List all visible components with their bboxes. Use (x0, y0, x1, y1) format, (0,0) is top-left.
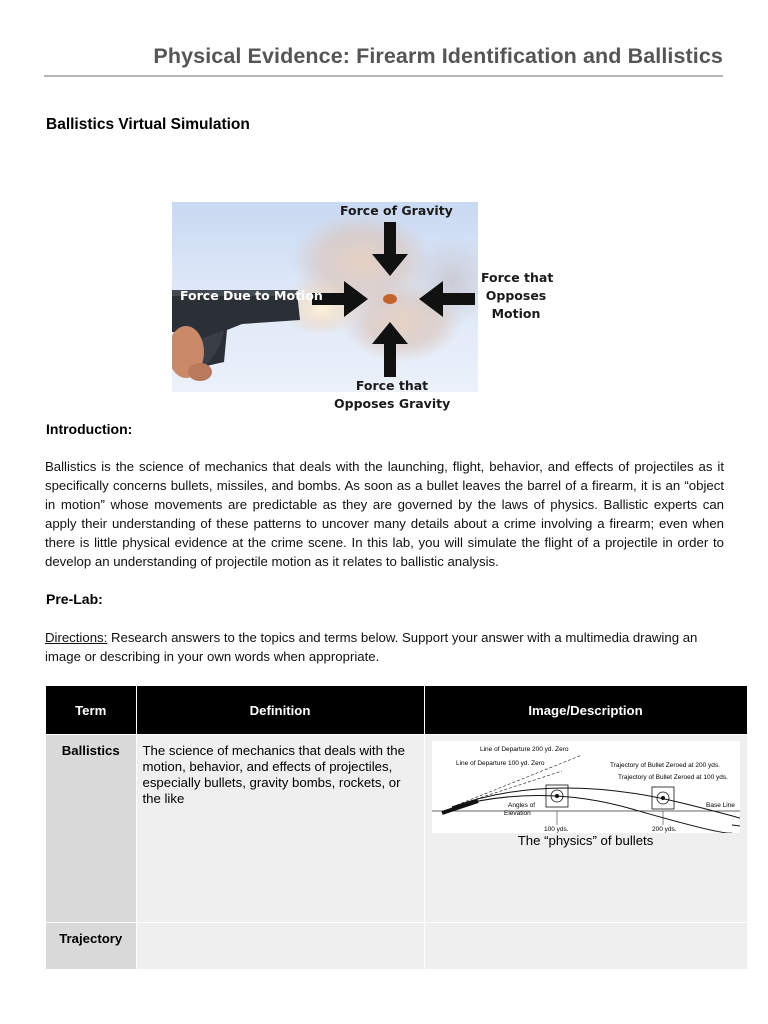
diagram-trajectory-200: Trajectory of Bullet Zeroed at 200 yds. (609, 762, 720, 769)
prelab-heading: Pre-Lab: (46, 591, 103, 607)
force-opposes-motion-label (481, 269, 554, 323)
image-caption: The “physics” of bullets (517, 833, 654, 848)
diagram-tick-100: 100 yds. (543, 826, 569, 833)
directions-text: Research answers to the topics and terms below. Support your answer with a multimedia drawing an image or describing in your own words when appropriate. (45, 630, 698, 664)
definition-cell[interactable] (136, 923, 424, 969)
column-header-image: Image/Description (424, 686, 747, 735)
opposes-motion-line-1: Force that (481, 270, 554, 285)
diagram-line-departure-200: Line of Departure 200 yd. Zero (479, 746, 569, 753)
diagram-angles-line-2: Elevation (503, 810, 531, 817)
page-title: Physical Evidence: Firearm Identification and Ballistics (44, 44, 723, 77)
image-cell[interactable] (424, 923, 747, 969)
force-gravity-label: Force of Gravity (340, 203, 453, 218)
terms-table (46, 686, 748, 969)
image-cell (424, 735, 747, 923)
trajectory-diagram (432, 741, 740, 833)
table-header-row (46, 686, 747, 735)
force-motion-label: Force Due to Motion (180, 288, 323, 303)
forces-figure (172, 190, 552, 418)
column-header-term: Term (46, 686, 136, 735)
diagram-base-line: Base Line (705, 802, 735, 809)
diagram-line-departure-100: Line of Departure 100 yd. Zero (455, 760, 545, 767)
table-row (46, 923, 747, 969)
column-header-definition: Definition (136, 686, 424, 735)
diagram-trajectory-100: Trajectory of Bullet Zeroed at 100 yds. (617, 774, 728, 781)
section-title: Ballistics Virtual Simulation (46, 116, 250, 133)
term-cell: Ballistics (46, 735, 136, 923)
term-cell: Trajectory (46, 923, 136, 969)
opposes-motion-line-3: Motion (491, 306, 541, 321)
introduction-text: Ballistics is the science of mechanics that deals with the launching, flight, behavior, and effects of projectiles as it specifically concerns bullets, missiles, and bombs. As soon as a bullet leaves the barrel of a firearm, it is an “object in motion” whose movements are predictable as they are governed by the laws of physics. Ballistic experts can apply their understanding of these patterns to uncover many details about a crime involving a firearm; even when there is little physical evidence at the crime scene. In this lab, you will simulate the flight of a projectile in order to develop an understanding of projectile motion as it relates to ballistic analysis. (45, 459, 724, 569)
diagram-angles-line-1: Angles of (507, 802, 535, 809)
force-opposes-gravity-label (334, 377, 450, 413)
diagram-tick-200: 200 yds. (651, 826, 677, 833)
directions-label: Directions: (45, 630, 108, 645)
table-row (46, 735, 747, 923)
directions-paragraph (45, 628, 724, 666)
introduction-heading: Introduction: (46, 421, 133, 437)
opposes-gravity-line-2: Opposes Gravity (334, 396, 451, 411)
opposes-motion-line-2: Opposes (485, 288, 547, 303)
definition-cell: The science of mechanics that deals with the motion, behavior, and effects of projectiles, especially bullets, gravity bombs, rockets, or the like (136, 735, 424, 923)
opposes-gravity-line-1: Force that (355, 378, 429, 393)
